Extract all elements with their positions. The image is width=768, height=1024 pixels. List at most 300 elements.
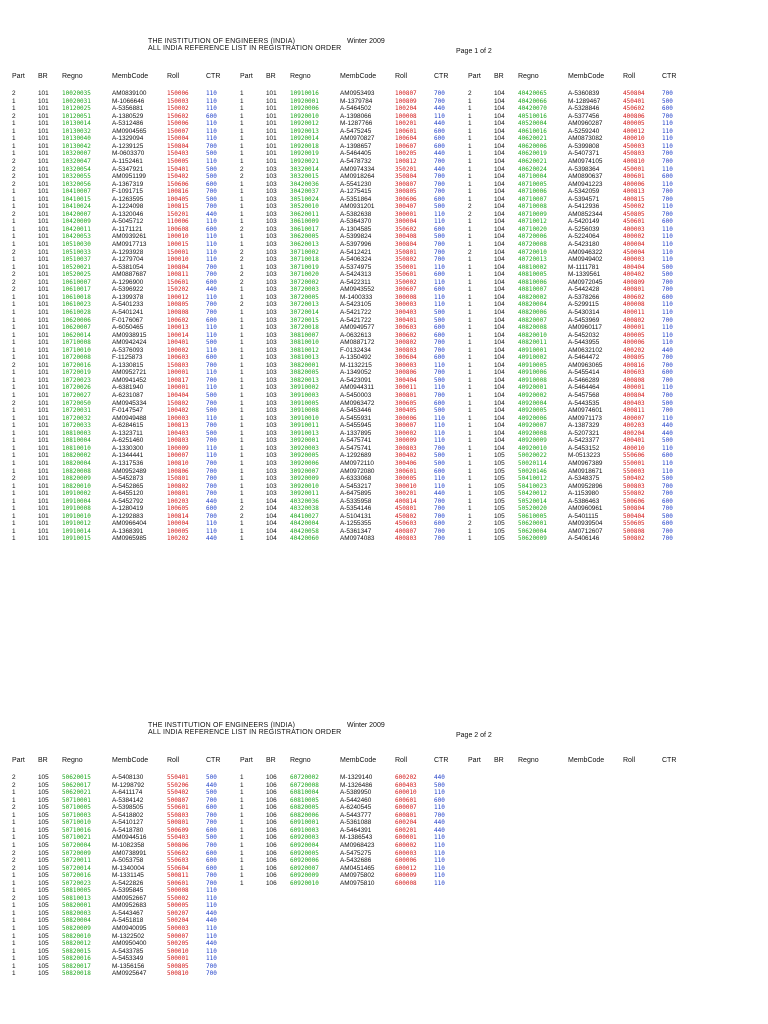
- cell-roll: 100001: [167, 384, 189, 392]
- cell-roll: 500007: [167, 932, 189, 940]
- cell-part: 1: [240, 811, 244, 819]
- cell-part: 1: [468, 97, 472, 105]
- cell-br: 101: [266, 105, 277, 113]
- cell-ctr: 110: [206, 894, 217, 902]
- cell-membcode: A-1350492: [340, 354, 372, 362]
- cell-ctr: 600: [206, 180, 217, 188]
- cell-ctr: 600: [206, 112, 217, 120]
- cell-part: 1: [468, 127, 472, 135]
- cell-roll: 100811: [167, 271, 189, 279]
- cell-part: 1: [468, 392, 472, 399]
- cell-ctr: 110: [206, 293, 217, 301]
- cell-ctr: 600: [434, 399, 445, 407]
- cell-part: 2: [468, 203, 472, 211]
- cell-ctr: 600: [206, 505, 217, 513]
- cell-regno: 50820017: [62, 962, 91, 970]
- cell-ctr: 700: [206, 841, 217, 849]
- cell-membcode: AM0632102: [568, 346, 603, 354]
- cell-membcode: AM0975810: [340, 879, 375, 887]
- cell-ctr: 600: [434, 331, 445, 339]
- cell-br: 103: [266, 173, 277, 181]
- cell-part: 2: [468, 90, 472, 97]
- cell-br: 104: [266, 497, 277, 505]
- cell-regno: 40810002: [518, 263, 547, 271]
- cell-regno: 10610007: [62, 278, 91, 286]
- cell-br: 103: [266, 301, 277, 309]
- cell-regno: 30520010: [290, 203, 319, 211]
- cell-membcode: M-1329140: [340, 774, 373, 781]
- cell-part: 1: [468, 308, 472, 316]
- cell-part: 1: [468, 233, 472, 241]
- cell-regno: 60910001: [290, 819, 319, 827]
- cell-ctr: 440: [434, 120, 445, 128]
- column-header-roll: Roll: [623, 757, 636, 764]
- cell-regno: 10130032: [62, 127, 91, 135]
- cell-part: 1: [12, 225, 16, 233]
- cell-ctr: 700: [206, 188, 217, 196]
- cell-ctr: 440: [662, 429, 673, 437]
- cell-part: 1: [240, 241, 244, 248]
- cell-br: 105: [38, 970, 49, 978]
- cell-ctr: 110: [434, 849, 445, 857]
- cell-roll: 150002: [167, 105, 189, 113]
- cell-ctr: 700: [434, 90, 445, 97]
- cell-part: 1: [240, 437, 244, 445]
- cell-ctr: 700: [662, 90, 673, 97]
- cell-part: 1: [12, 841, 16, 849]
- cell-regno: 60820006: [290, 811, 319, 819]
- cell-ctr: 600: [662, 173, 673, 181]
- cell-part: 1: [240, 452, 244, 460]
- cell-roll: 100602: [167, 316, 189, 324]
- cell-roll: 400802: [623, 316, 645, 324]
- cell-roll: 100014: [167, 331, 189, 339]
- cell-part: 1: [12, 376, 16, 384]
- cell-part: 1: [240, 864, 244, 872]
- cell-membcode: A-5259240: [568, 127, 600, 135]
- cell-br: 104: [494, 339, 505, 347]
- column-header-br: BR: [266, 757, 276, 764]
- cell-br: 106: [266, 819, 277, 827]
- cell-membcode: A-5478732: [340, 157, 372, 165]
- cell-ctr: 700: [206, 271, 217, 279]
- session-label: Winter 2009: [347, 38, 385, 45]
- cell-roll: 550803: [167, 811, 189, 819]
- cell-part: 1: [468, 324, 472, 332]
- cell-regno: 60820005: [290, 804, 319, 812]
- cell-membcode: A-5432686: [340, 857, 372, 865]
- cell-regno: 10910012: [62, 520, 91, 528]
- column-header-regno: Regno: [290, 757, 311, 764]
- cell-br: 101: [38, 120, 49, 128]
- cell-br: 104: [494, 407, 505, 415]
- cell-roll: 300009: [395, 437, 417, 445]
- cell-roll: 400005: [623, 331, 645, 339]
- cell-regno: 30510024: [290, 195, 319, 203]
- cell-ctr: 600: [206, 316, 217, 324]
- cell-regno: 40910002: [518, 354, 547, 362]
- cell-roll: 150007: [167, 127, 189, 135]
- cell-part: 1: [468, 316, 472, 324]
- cell-membcode: AM0931201: [340, 203, 375, 211]
- cell-regno: 40620021: [518, 135, 547, 143]
- cell-membcode: A-5386463: [568, 497, 600, 505]
- cell-membcode: A-5397996: [340, 241, 372, 248]
- cell-roll: 600006: [395, 857, 417, 865]
- cell-membcode: A-5335958: [340, 497, 372, 505]
- cell-ctr: 700: [206, 263, 217, 271]
- cell-ctr: 110: [434, 384, 445, 392]
- cell-roll: 100007: [167, 452, 189, 460]
- cell-regno: 10710008: [62, 339, 91, 347]
- cell-ctr: 110: [434, 112, 445, 120]
- cell-roll: 100605: [167, 505, 189, 513]
- cell-part: 1: [12, 482, 16, 490]
- cell-roll: 300603: [395, 324, 417, 332]
- cell-roll: 500003: [167, 925, 189, 932]
- cell-part: 1: [240, 286, 244, 294]
- cell-roll: 550206: [167, 781, 189, 789]
- cell-ctr: 110: [206, 248, 217, 256]
- cell-ctr: 600: [434, 796, 445, 804]
- cell-regno: 40920010: [518, 444, 547, 452]
- cell-roll: 400006: [623, 180, 645, 188]
- cell-membcode: AM0960961: [568, 505, 603, 513]
- cell-roll: 150402: [167, 173, 189, 181]
- cell-roll: 100010: [167, 233, 189, 241]
- cell-ctr: 600: [206, 857, 217, 865]
- cell-membcode: A-5433785: [112, 947, 144, 955]
- cell-br: 101: [38, 271, 49, 279]
- cell-br: 103: [266, 316, 277, 324]
- cell-br: 105: [38, 796, 49, 804]
- column-header-part: Part: [468, 73, 481, 80]
- cell-roll: 500204: [167, 917, 189, 925]
- cell-br: 103: [266, 361, 277, 369]
- cell-membcode: A-1398657: [340, 142, 372, 150]
- cell-membcode: A-1329094: [112, 135, 144, 143]
- cell-regno: 50820004: [62, 917, 91, 925]
- cell-roll: 450603: [395, 520, 417, 528]
- cell-roll: 100002: [167, 346, 189, 354]
- cell-roll: 400001: [623, 324, 645, 332]
- cell-regno: 40620024: [518, 165, 547, 173]
- cell-part: 2: [12, 157, 16, 165]
- cell-roll: 150005: [167, 157, 189, 165]
- cell-membcode: A-1368391: [112, 527, 144, 535]
- column-header-ctr: CTR: [662, 73, 677, 80]
- cell-regno: 60920007: [290, 864, 319, 872]
- cell-membcode: A-5207321: [568, 429, 600, 437]
- cell-ctr: 700: [206, 376, 217, 384]
- cell-ctr: 110: [434, 414, 445, 422]
- cell-ctr: 110: [662, 339, 673, 347]
- cell-membcode: A-1275415: [340, 188, 372, 196]
- cell-roll: 550003: [623, 467, 645, 475]
- cell-ctr: 440: [206, 286, 217, 294]
- cell-br: 104: [494, 173, 505, 181]
- cell-membcode: AM0918264: [340, 173, 375, 181]
- cell-part: 2: [12, 165, 16, 173]
- cell-br: 101: [38, 497, 49, 505]
- cell-regno: 10020031: [62, 97, 91, 105]
- cell-part: 1: [12, 970, 16, 978]
- cell-ctr: 500: [662, 399, 673, 407]
- cell-regno: 50620015: [62, 774, 91, 781]
- cell-br: 105: [38, 789, 49, 797]
- cell-part: 1: [12, 909, 16, 917]
- cell-regno: 10420011: [62, 225, 91, 233]
- cell-ctr: 110: [662, 241, 673, 248]
- cell-membcode: A-5452032: [568, 331, 600, 339]
- cell-part: 1: [12, 241, 16, 248]
- cell-part: 1: [240, 354, 244, 362]
- cell-roll: 300605: [395, 399, 417, 407]
- cell-regno: 30910008: [290, 407, 319, 415]
- cell-regno: 50820018: [62, 970, 91, 978]
- cell-membcode: AM0975802: [340, 872, 375, 880]
- cell-part: 2: [12, 112, 16, 120]
- cell-br: 101: [38, 173, 49, 181]
- cell-ctr: 110: [434, 293, 445, 301]
- cell-br: 104: [494, 308, 505, 316]
- cell-regno: 10120025: [62, 105, 91, 113]
- cell-br: 106: [266, 804, 277, 812]
- cell-ctr: 700: [434, 188, 445, 196]
- cell-part: 1: [12, 520, 16, 528]
- cell-br: 101: [38, 482, 49, 490]
- cell-roll: 300007: [395, 422, 417, 430]
- cell-membcode: A-1296900: [112, 278, 144, 286]
- cell-ctr: 110: [662, 248, 673, 256]
- cell-regno: 50820010: [62, 932, 91, 940]
- cell-ctr: 700: [662, 354, 673, 362]
- cell-regno: 40720010: [518, 248, 547, 256]
- cell-roll: 400808: [623, 376, 645, 384]
- cell-part: 2: [12, 286, 16, 294]
- cell-regno: 50020114: [518, 459, 547, 467]
- cell-part: 1: [468, 459, 472, 467]
- cell-part: 1: [468, 263, 472, 271]
- cell-br: 101: [38, 376, 49, 384]
- cell-br: 101: [38, 180, 49, 188]
- cell-roll: 400202: [623, 346, 645, 354]
- cell-membcode: A-5053758: [112, 857, 144, 865]
- cell-regno: 10720026: [62, 384, 91, 392]
- cell-part: 1: [240, 849, 244, 857]
- column-header-part: Part: [12, 757, 25, 764]
- cell-membcode: AM0925647: [112, 970, 147, 978]
- cell-ctr: 110: [434, 482, 445, 490]
- cell-part: 1: [468, 475, 472, 483]
- cell-roll: 100607: [395, 142, 417, 150]
- cell-br: 104: [494, 97, 505, 105]
- cell-ctr: 600: [434, 286, 445, 294]
- cell-membcode: A-1304585: [340, 225, 372, 233]
- cell-ctr: 500: [434, 452, 445, 460]
- cell-regno: 30810012: [290, 346, 319, 354]
- cell-br: 104: [494, 127, 505, 135]
- cell-part: 1: [468, 173, 472, 181]
- cell-br: 101: [266, 135, 277, 143]
- cell-roll: 150601: [167, 278, 189, 286]
- cell-regno: 40820010: [518, 331, 547, 339]
- cell-membcode: AM0974083: [340, 535, 375, 543]
- cell-br: 103: [266, 354, 277, 362]
- cell-membcode: A-5430314: [568, 308, 600, 316]
- cell-roll: 550001: [623, 459, 645, 467]
- cell-br: 101: [266, 90, 277, 97]
- cell-membcode: AM0952683: [112, 902, 147, 910]
- cell-ctr: 700: [662, 361, 673, 369]
- cell-br: 101: [38, 127, 49, 135]
- cell-regno: 40920006: [518, 414, 547, 422]
- cell-regno: 50720014: [62, 864, 91, 872]
- cell-roll: 100817: [167, 376, 189, 384]
- cell-part: 1: [12, 263, 16, 271]
- cell-regno: 60920003: [290, 834, 319, 842]
- cell-membcode: AM0939261: [112, 233, 147, 241]
- cell-roll: 500207: [167, 909, 189, 917]
- cell-br: 105: [38, 894, 49, 902]
- cell-regno: 10810004: [62, 437, 91, 445]
- cell-ctr: 700: [662, 150, 673, 158]
- cell-br: 101: [38, 354, 49, 362]
- cell-membcode: A-5398505: [112, 804, 144, 812]
- cell-membcode: A-5450003: [340, 392, 372, 399]
- cell-regno: 10910002: [62, 490, 91, 498]
- cell-membcode: A-5421722: [340, 316, 372, 324]
- cell-part: 1: [240, 774, 244, 781]
- cell-membcode: AM0941452: [112, 376, 147, 384]
- cell-br: 101: [266, 150, 277, 158]
- cell-br: 104: [494, 90, 505, 97]
- cell-part: 1: [240, 459, 244, 467]
- cell-membcode: AM0944516: [112, 834, 147, 842]
- cell-br: 101: [38, 150, 49, 158]
- cell-br: 103: [266, 256, 277, 264]
- cell-part: 2: [12, 804, 16, 812]
- cell-roll: 500805: [167, 962, 189, 970]
- cell-membcode: A-1171121: [112, 225, 143, 233]
- cell-ctr: 700: [206, 490, 217, 498]
- cell-part: 1: [468, 293, 472, 301]
- cell-regno: 30920001: [290, 437, 319, 445]
- cell-br: 105: [38, 887, 49, 895]
- column-header-ctr: CTR: [434, 73, 449, 80]
- cell-ctr: 500: [206, 339, 217, 347]
- cell-roll: 300407: [395, 203, 417, 211]
- cell-br: 106: [266, 781, 277, 789]
- cell-part: 1: [12, 256, 16, 264]
- cell-part: 2: [240, 256, 244, 264]
- cell-ctr: 110: [662, 142, 673, 150]
- cell-ctr: 110: [434, 361, 445, 369]
- cell-regno: 40920004: [518, 399, 547, 407]
- cell-membcode: AM0451465: [340, 864, 375, 872]
- cell-part: 1: [240, 826, 244, 834]
- cell-roll: 150803: [167, 361, 189, 369]
- cell-part: 1: [468, 120, 472, 128]
- cell-roll: 400012: [623, 127, 645, 135]
- cell-roll: 400814: [395, 497, 417, 505]
- cell-roll: 150004: [167, 135, 189, 143]
- cell-br: 105: [494, 527, 505, 535]
- cell-br: 103: [266, 203, 277, 211]
- cell-part: 1: [12, 369, 16, 377]
- cell-regno: 10910004: [62, 497, 91, 505]
- cell-regno: 40810007: [518, 286, 547, 294]
- cell-ctr: 500: [206, 173, 217, 181]
- cell-part: 1: [468, 361, 472, 369]
- cell-part: 1: [12, 902, 16, 910]
- cell-br: 104: [494, 195, 505, 203]
- cell-regno: 10920006: [290, 105, 319, 113]
- cell-roll: 500010: [167, 947, 189, 955]
- cell-roll: 500804: [623, 505, 645, 513]
- cell-ctr: 110: [206, 520, 217, 528]
- cell-membcode: A-5422826: [112, 879, 144, 887]
- cell-roll: 300008: [395, 293, 417, 301]
- cell-ctr: 110: [662, 384, 673, 392]
- cell-membcode: AM0887172: [340, 339, 375, 347]
- cell-roll: 100015: [167, 241, 189, 248]
- cell-membcode: A-5412421: [340, 248, 372, 256]
- cell-ctr: 500: [662, 97, 673, 105]
- cell-part: 1: [468, 142, 472, 150]
- cell-membcode: A-1153980: [568, 490, 599, 498]
- cell-br: 103: [266, 444, 277, 452]
- cell-regno: 10130014: [62, 120, 91, 128]
- cell-membcode: AM0972110: [340, 459, 374, 467]
- cell-membcode: A-5418780: [112, 826, 144, 834]
- cell-membcode: M-1322502: [112, 932, 145, 940]
- cell-roll: 400003: [623, 225, 645, 233]
- column-header-roll: Roll: [167, 757, 180, 764]
- cell-br: 104: [494, 157, 505, 165]
- cell-br: 103: [266, 407, 277, 415]
- cell-part: 1: [12, 796, 16, 804]
- cell-part: 1: [468, 331, 472, 339]
- cell-part: 2: [12, 210, 16, 218]
- cell-br: 104: [494, 384, 505, 392]
- cell-roll: 100012: [167, 293, 189, 301]
- report-subtitle: ALL INDIA REFERENCE LIST IN REGISTRATION ORDER: [148, 729, 342, 736]
- cell-br: 103: [266, 263, 277, 271]
- cell-ctr: 700: [206, 811, 217, 819]
- cell-ctr: 600: [434, 520, 445, 528]
- cell-br: 105: [494, 512, 505, 520]
- column-header-regno: Regno: [518, 73, 539, 80]
- cell-part: 2: [240, 271, 244, 279]
- cell-membcode: A-5398364: [568, 165, 600, 173]
- cell-roll: 400601: [623, 173, 645, 181]
- cell-regno: 10910014: [62, 527, 91, 535]
- cell-regno: 40910006: [518, 369, 547, 377]
- cell-br: 101: [38, 286, 49, 294]
- cell-membcode: A-5361088: [340, 819, 372, 827]
- cell-regno: 10810003: [62, 429, 91, 437]
- cell-part: 1: [240, 414, 244, 422]
- cell-part: 1: [12, 932, 16, 940]
- cell-roll: 550402: [167, 789, 189, 797]
- cell-br: 106: [266, 789, 277, 797]
- cell-br: 105: [38, 811, 49, 819]
- cell-membcode: AM0949402: [568, 256, 603, 264]
- cell-ctr: 440: [434, 819, 445, 827]
- cell-part: 1: [12, 308, 16, 316]
- cell-ctr: 700: [662, 535, 673, 543]
